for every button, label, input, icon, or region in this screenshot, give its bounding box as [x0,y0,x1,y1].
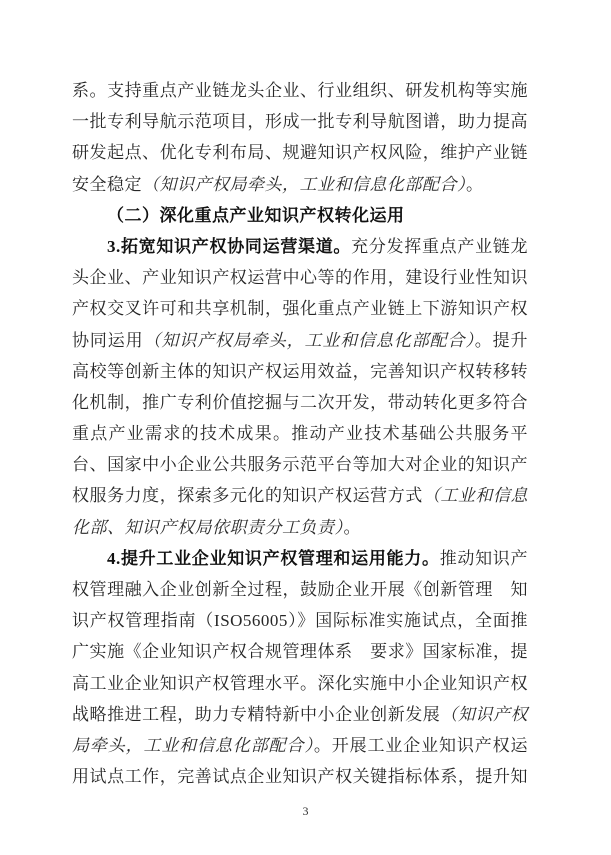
text-run: 重点产业需求的技术成果。推动产业技术基础公共服务平 [72,424,528,444]
text-line [72,293,528,324]
text-line [72,574,528,605]
text-line [72,75,528,106]
text-line [72,387,528,418]
text-line [72,605,528,636]
text-run: （知识产权 [440,704,529,724]
text-run: （知识产权局牵头，工业和信息化部配合） [142,174,466,194]
text-run: 。提升 [474,330,529,350]
text-line [72,668,528,699]
text-line [72,231,528,262]
text-run: 台、国家中小企业公共服务示范平台等加大对企业的知识产 [72,455,528,475]
text-line [72,169,528,200]
text-line [72,543,528,574]
text-run: 4.提升工业企业知识产权管理和运用能力。 [107,548,440,568]
text-run: 高校等创新主体的知识产权运用效益，完善知识产权转移转 [72,361,528,381]
text-run: 。开展工业企业知识产权运 [313,735,529,755]
text-run: 研发起点、优化专利布局、规避知识产权风险，维护产业链 [72,143,528,163]
text-line [72,418,528,449]
text-run: 化部、知识产权局依职责分工负责） [72,517,344,537]
text-line [72,262,528,293]
text-run: 协同运用 [72,330,144,350]
text-run: 3.拓宽知识产权协同运营渠道。 [107,236,352,256]
text-run: （知识产权局牵头，工业和信息化部配合） [143,330,475,350]
text-run: 一批专利导航示范项目，形成一批专利导航图谱，助力提高 [72,112,528,132]
text-line [72,761,528,792]
text-run: 识产权管理指南（ISO56005）》国际标准实施试点，全面推 [72,611,528,631]
page-number: 3 [302,804,309,818]
text-run: 推动知识产 [439,548,529,568]
text-line [72,137,528,168]
text-run: 安全稳定 [72,174,142,194]
text-line [72,200,528,231]
text-line [72,730,528,761]
text-line [72,699,528,730]
text-line [72,636,528,667]
text-run: 充分发挥重点产业链龙 [351,236,528,256]
text-line [72,480,528,511]
text-run: （二）深化重点产业知识产权转化运用 [107,205,405,225]
text-line [72,106,528,137]
text-run: 广实施《企业知识产权合规管理体系 要求》国家标准，提 [72,642,528,662]
text-run: 局牵头，工业和信息化部配合） [72,735,314,755]
text-run: 权服务力度，探索多元化的知识产权运营方式 [72,486,423,506]
text-run: 。 [466,174,484,194]
text-run: 化机制，推广专利价值挖掘与二次开发，带动转化更多符合 [72,392,528,412]
text-run: 高工业企业知识产权管理水平。深化实施中小企业知识产权 [72,673,528,693]
text-run: （工业和信息 [422,486,529,506]
text-line [72,325,528,356]
text-run: 权管理融入企业创新全过程，鼓励企业开展《创新管理 知 [72,580,528,599]
text-line [72,449,528,480]
text-run: 头企业、产业知识产权运营中心等的作用，建设行业性知识 [72,268,528,288]
document-text-block [72,75,528,792]
text-run: 用试点工作，完善试点企业知识产权关键指标体系，提升知 [72,767,528,787]
text-run: 。 [343,517,361,537]
text-run: 系。支持重点产业链龙头企业、行业组织、研发机构等实施 [72,81,528,100]
text-run: 战略推进工程，助力专精特新中小企业创新发展 [72,704,441,724]
text-line [72,356,528,387]
text-line [72,512,528,543]
text-run: 产权交叉许可和共享机制，强化重点产业链上下游知识产权 [72,299,528,319]
